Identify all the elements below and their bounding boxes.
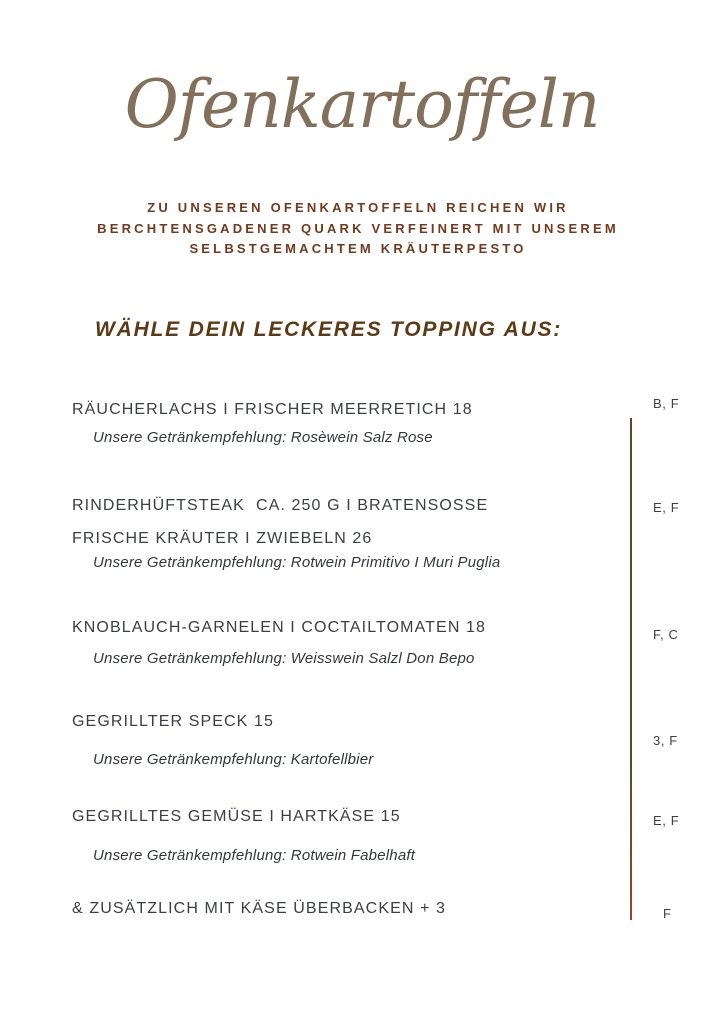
item-title-line-2: FRISCHE KRÄUTER I ZWIEBELN 26 — [72, 530, 373, 547]
section-heading: WÄHLE DEIN LECKERES TOPPING AUS: — [95, 318, 563, 341]
menu-item-gegrillter-speck — [72, 712, 612, 768]
intro-line-3: SELBSTGEMACHTEM KRÄUTERPESTO — [189, 241, 527, 256]
menu-item-rinderhueftsteak — [72, 496, 612, 571]
item-title: GEGRILLTES GEMÜSE I HARTKÄSE 15 — [72, 808, 401, 825]
drink-recommendation: Unsere Getränkempfehlung: Rosèwein Salz Rose — [93, 429, 433, 446]
menu-item-gegrilltes-gemuese — [72, 807, 612, 864]
allergen-code: 3, F — [653, 733, 678, 748]
menu-item-kaese-ueberbacken — [72, 899, 612, 919]
intro-line-1: ZU UNSEREN OFENKARTOFFELN REICHEN WIR — [147, 200, 569, 215]
menu-item-knoblauch-garnelen — [72, 618, 612, 667]
drink-recommendation: Unsere Getränkempfehlung: Weisswein Salzl Don Bepo — [93, 650, 475, 667]
item-title: GEGRILLTER SPECK 15 — [72, 713, 275, 730]
vertical-divider — [630, 418, 632, 920]
item-title: RÄUCHERLACHS I FRISCHER MEERRETICH 18 — [72, 401, 473, 418]
drink-recommendation: Unsere Getränkempfehlung: Kartofellbier — [93, 751, 374, 768]
allergen-code: E, F — [653, 813, 680, 828]
allergen-code: B, F — [653, 396, 680, 411]
allergen-code: F, C — [653, 627, 679, 642]
intro-text — [0, 198, 716, 260]
item-title: KNOBLAUCH-GARNELEN I COCTAILTOMATEN 18 — [72, 619, 487, 636]
item-title: RINDERHÜFTSTEAK CA. 250 G I BRATENSOSSE — [72, 497, 489, 514]
menu-item-raeucherlachs — [72, 400, 612, 446]
allergen-code: E, F — [653, 500, 680, 515]
page-title: Ofenkartoffeln — [124, 66, 600, 143]
allergen-code: F — [663, 906, 672, 921]
drink-recommendation: Unsere Getränkempfehlung: Rotwein Fabelhaft — [93, 847, 416, 864]
item-title: & ZUSÄTZLICH MIT KÄSE ÜBERBACKEN + 3 — [72, 900, 447, 917]
drink-recommendation: Unsere Getränkempfehlung: Rotwein Primitivo I Muri Puglia — [93, 554, 501, 571]
intro-line-2: BERCHTENSGADENER QUARK VERFEINERT MIT UNSEREM — [97, 220, 619, 236]
